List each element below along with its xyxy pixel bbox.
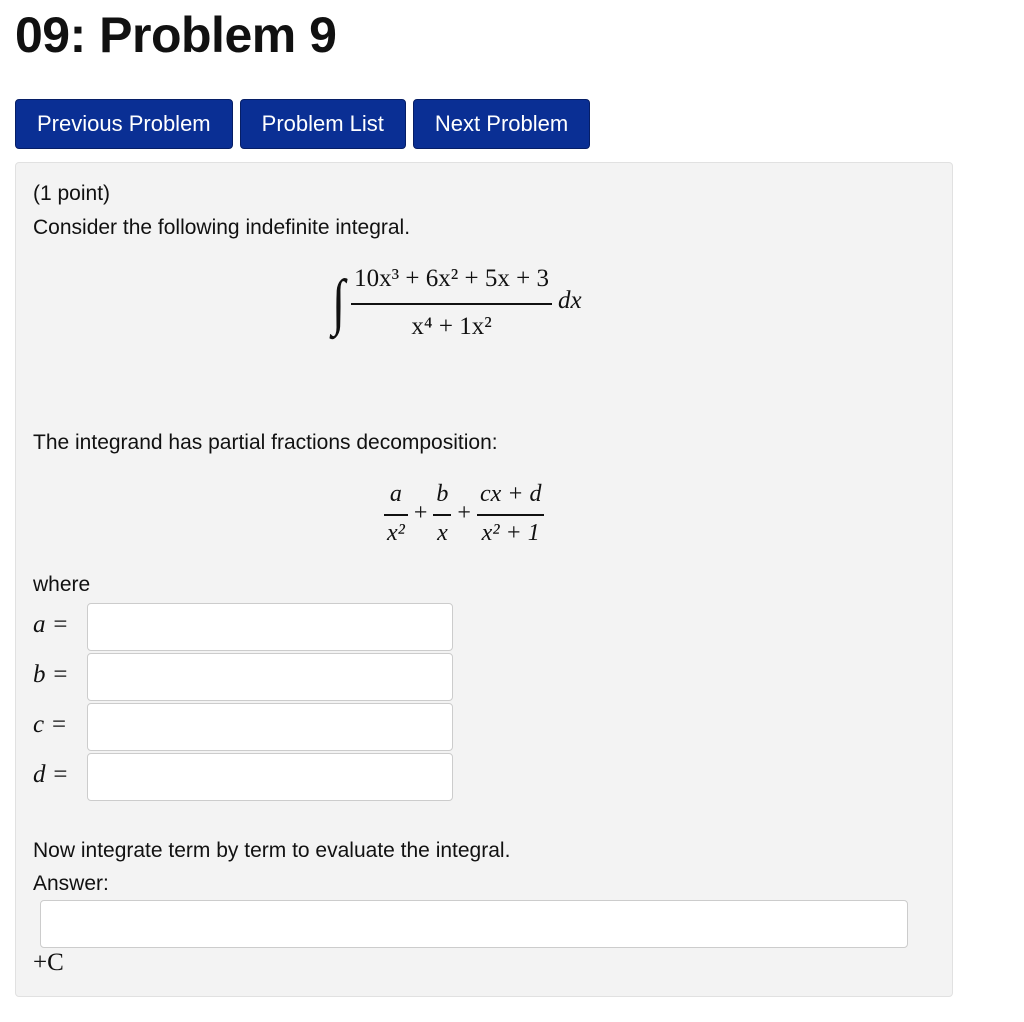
page-title: 09: Problem 9 xyxy=(15,7,337,63)
a-label: a = xyxy=(33,611,69,638)
integrate-instruction: Now integrate term by term to evaluate the integral. xyxy=(33,839,511,862)
term-cd-fraction xyxy=(477,481,545,547)
plus-operator: + xyxy=(457,500,471,527)
problem-intro: Consider the following indefinite integral. xyxy=(33,216,411,239)
term-a-fraction xyxy=(384,481,408,547)
term-b-numerator: b xyxy=(436,481,449,507)
b-label: b = xyxy=(33,661,69,688)
term-b-denominator: x xyxy=(437,519,448,546)
c-label: c = xyxy=(33,711,68,738)
decomposition-intro: The integrand has partial fractions decomposition: xyxy=(33,431,498,454)
differential: dx xyxy=(557,286,582,314)
previous-problem-button[interactable]: Previous Problem xyxy=(15,99,233,149)
integration-constant: +C xyxy=(33,949,64,976)
term-a-numerator: a xyxy=(389,481,402,507)
integral-sign: ∫ xyxy=(332,268,346,338)
b-input[interactable] xyxy=(87,653,453,701)
term-cd-denominator: x² + 1 xyxy=(481,519,540,546)
answer-input[interactable] xyxy=(40,900,908,948)
problem-list-button[interactable]: Problem List xyxy=(240,99,406,149)
integrand-numerator: 10x³ + 6x² + 5x + 3 xyxy=(354,265,549,292)
d-input[interactable] xyxy=(87,753,453,801)
partial-fraction-decomposition xyxy=(384,481,544,547)
answer-label: Answer: xyxy=(33,872,109,895)
term-cd-numerator: cx + d xyxy=(479,481,542,507)
a-input[interactable] xyxy=(87,603,453,651)
term-a-denominator: x² xyxy=(387,519,405,546)
plus-operator: + xyxy=(413,500,428,527)
integral-expression xyxy=(332,265,582,341)
next-problem-button[interactable]: Next Problem xyxy=(413,99,590,149)
problem-navigation xyxy=(15,99,590,149)
where-label: where xyxy=(33,573,91,596)
problem-panel xyxy=(15,162,953,997)
integrand-fraction xyxy=(351,265,552,341)
c-input[interactable] xyxy=(87,703,453,751)
problem-points: (1 point) xyxy=(33,182,111,205)
term-b-fraction xyxy=(433,481,451,547)
integrand-denominator: x⁴ + 1x² xyxy=(411,312,492,340)
d-label: d = xyxy=(33,761,69,788)
